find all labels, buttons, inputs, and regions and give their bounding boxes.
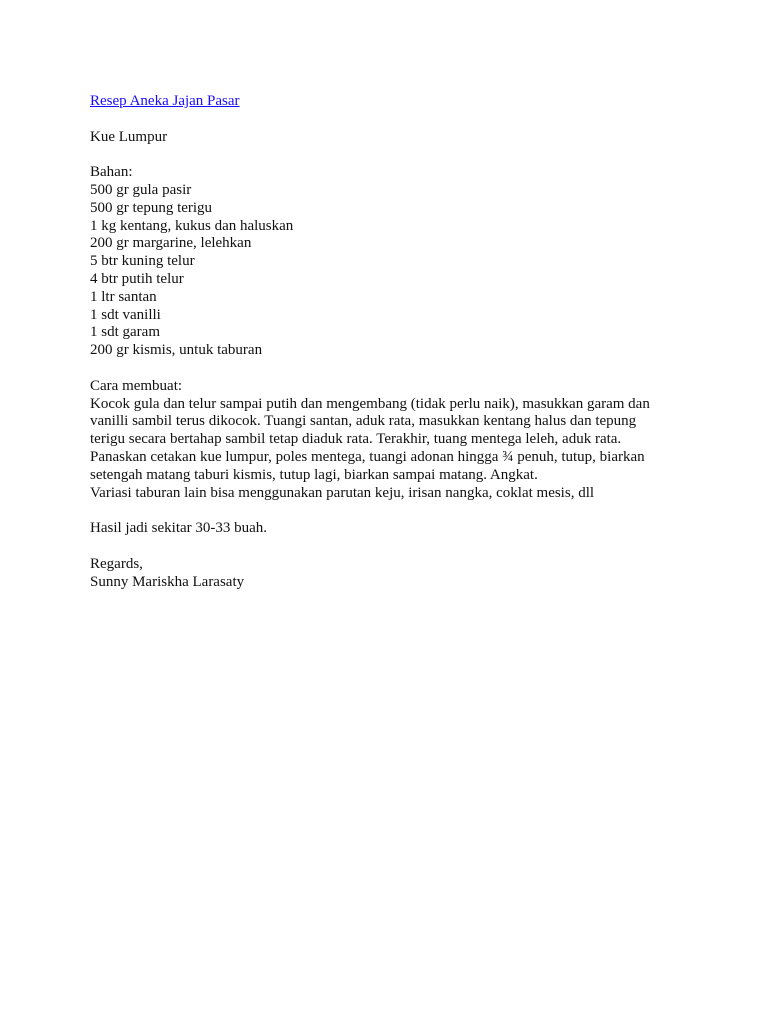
ingredient-item: 200 gr margarine, lelehkan (90, 235, 252, 252)
ingredient-item: 500 gr gula pasir (90, 181, 192, 198)
spacer (90, 502, 680, 520)
method-line: Panaskan cetakan kue lumpur, poles mentega, tuangi adonan hingga ¾ penuh, tutup, biarkan (90, 448, 645, 465)
yield-note: Hasil jadi sekitar 30-33 buah. (90, 520, 268, 537)
spacer (90, 111, 680, 129)
ingredient-item: 1 kg kentang, kukus dan haluskan (90, 217, 294, 234)
document-page (90, 93, 680, 591)
recipe-title: Kue Lumpur (90, 128, 168, 145)
ingredient-item: 5 btr kuning telur (90, 253, 195, 270)
method-heading: Cara membuat: (90, 377, 183, 394)
spacer (90, 360, 680, 378)
ingredient-item: 200 gr kismis, untuk taburan (90, 342, 263, 359)
signature-name: Sunny Mariskha Larasaty (90, 573, 245, 590)
spacer (90, 146, 680, 164)
method-line: terigu secara bertahap sambil tetap diaduk rata. Terakhir, tuang mentega leleh, aduk rata. (90, 431, 622, 448)
method-line: Kocok gula dan telur sampai putih dan mengembang (tidak perlu naik), masukkan garam dan (90, 395, 650, 412)
spacer (90, 538, 680, 556)
method-line: vanilli sambil terus dikocok. Tuangi santan, aduk rata, masukkan kentang halus dan tepung (90, 413, 637, 430)
ingredient-item: 4 btr putih telur (90, 270, 184, 287)
ingredient-item: 500 gr tepung terigu (90, 199, 213, 216)
ingredients-list (90, 182, 680, 360)
method-line: setengah matang taburi kismis, tutup lagi, biarkan sampai matang. Angkat. (90, 466, 538, 483)
method-line: Variasi taburan lain bisa menggunakan parutan keju, irisan nangka, coklat mesis, dll (90, 484, 595, 501)
closing-salutation: Regards, (90, 555, 143, 572)
method-paragraph (90, 396, 680, 503)
ingredients-heading: Bahan: (90, 164, 133, 181)
recipe-collection-link[interactable]: Resep Aneka Jajan Pasar (90, 93, 240, 109)
ingredient-item: 1 ltr santan (90, 288, 157, 305)
ingredient-item: 1 sdt vanilli (90, 306, 161, 323)
ingredient-item: 1 sdt garam (90, 324, 160, 341)
